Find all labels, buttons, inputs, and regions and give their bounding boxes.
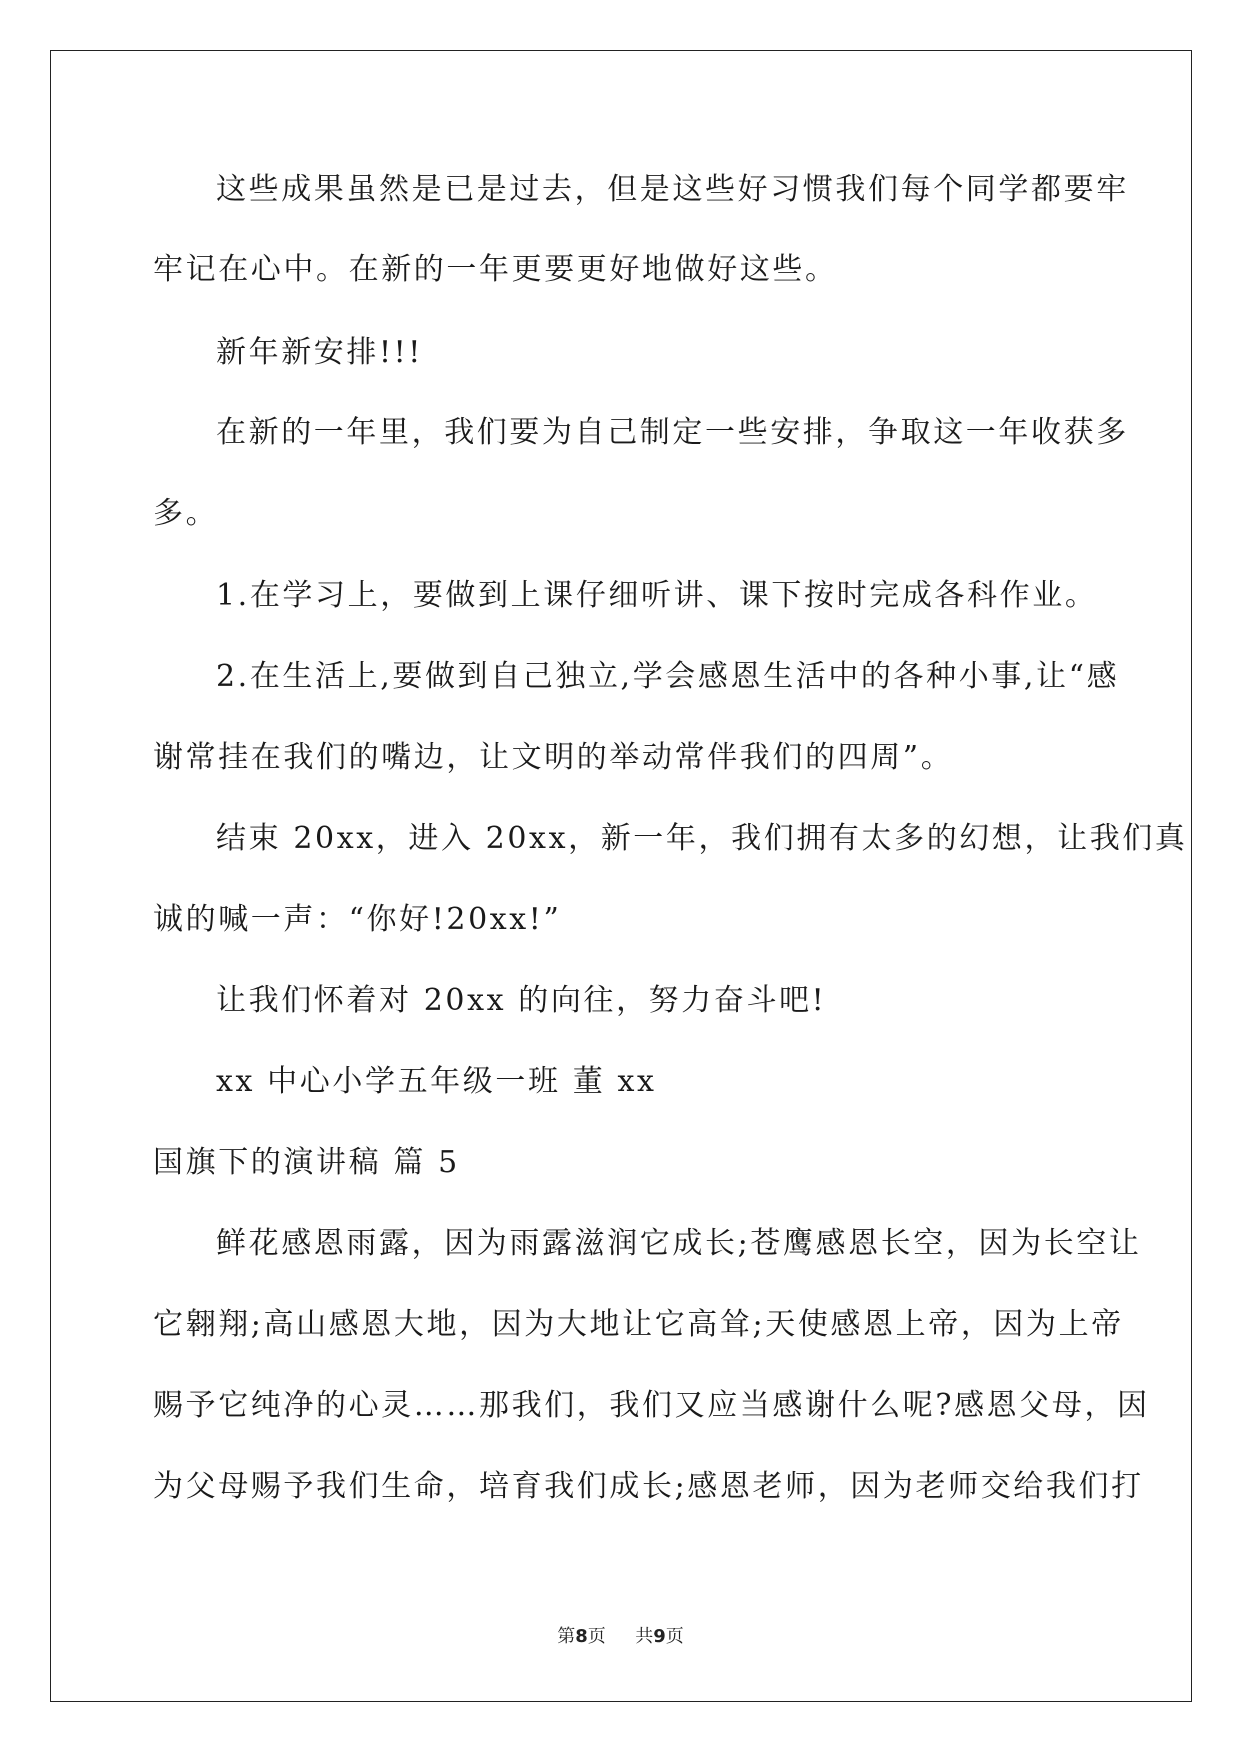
total-suffix: 页 — [665, 1626, 684, 1647]
paragraph-line: 2.在生活上,要做到自己独立,学会感恩生活中的各种小事,让“感 — [216, 659, 1120, 694]
paragraph-line: 让我们怀着对 20xx 的向往，努力奋斗吧! — [216, 983, 827, 1018]
page-suffix: 页 — [587, 1626, 606, 1647]
paragraph-line: 结束 20xx，进入 20xx，新一年，我们拥有太多的幻想，让我们真 — [216, 821, 1188, 856]
page-footer — [0, 1622, 1241, 1648]
total-page-number: 9 — [653, 1626, 666, 1647]
current-page-number: 8 — [575, 1626, 588, 1647]
paragraph-line: 牢记在心中。在新的一年更要更好地做好这些。 — [153, 252, 838, 287]
paragraph-line: 它翱翔;高山感恩大地，因为大地让它高耸;天使感恩上帝，因为上帝 — [153, 1307, 1124, 1342]
paragraph-line: 谢常挂在我们的嘴边，让文明的举动常伴我们的四周”。 — [153, 740, 954, 775]
paragraph-line: 为父母赐予我们生命，培育我们成长;感恩老师，因为老师交给我们打 — [153, 1469, 1144, 1504]
paragraph-line: 1.在学习上，要做到上课仔细听讲、课下按时完成各科作业。 — [216, 578, 1098, 613]
page-prefix: 第 — [557, 1626, 576, 1647]
paragraph-line: 鲜花感恩雨露，因为雨露滋润它成长;苍鹰感恩长空，因为长空让 — [216, 1226, 1142, 1261]
total-prefix: 共 — [635, 1626, 654, 1647]
paragraph-line: 这些成果虽然是已是过去，但是这些好习惯我们每个同学都要牢 — [216, 172, 1129, 207]
paragraph-line: 诚的喊一声：“你好!20xx!” — [153, 902, 562, 937]
section-heading: 国旗下的演讲稿 篇 5 — [153, 1145, 460, 1180]
paragraph-line: 在新的一年里，我们要为自己制定一些安排，争取这一年收获多 — [216, 415, 1129, 450]
signature-line: xx 中心小学五年级一班 董 xx — [216, 1064, 657, 1099]
paragraph-line: 多。 — [153, 496, 219, 531]
page-border — [50, 50, 1192, 1702]
paragraph-line: 赐予它纯净的心灵……那我们，我们又应当感谢什么呢?感恩父母，因 — [153, 1388, 1150, 1423]
paragraph-line: 新年新安排!!! — [216, 335, 423, 370]
